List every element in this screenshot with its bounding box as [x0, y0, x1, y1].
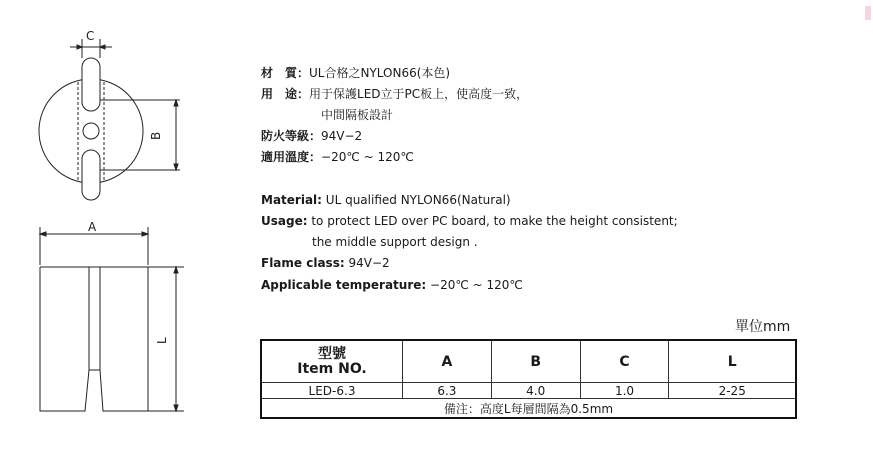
spec-en-usage: [261, 213, 678, 229]
header-a: A: [403, 340, 492, 383]
cell-b: 4.0: [491, 383, 580, 399]
spec-en-flame-value: 94V−2: [348, 256, 390, 270]
spec-en-temp-value: −20℃ ~ 120℃: [430, 278, 523, 292]
spec-zh-usage: [261, 86, 528, 102]
header-c: C: [580, 340, 669, 383]
spec-zh-usage-value: 用于保護LED立于PC板上，使高度一致，: [309, 87, 529, 101]
spec-en-usage-label: Usage:: [261, 214, 308, 228]
dim-b: [100, 100, 180, 170]
corner-mark: [865, 6, 871, 20]
spec-zh-usage-value-2: 中間隔板設計: [321, 108, 394, 122]
cell-c: 1.0: [580, 383, 669, 399]
spec-zh-temp: [261, 149, 414, 165]
cell-a: 6.3: [403, 383, 492, 399]
spec-en-temp: [261, 277, 523, 293]
header-item-zh: 型號: [318, 345, 346, 362]
dim-l-label: L: [155, 337, 169, 344]
spec-en-usage-cont: [312, 234, 478, 250]
table-note-row: [261, 399, 796, 419]
table-row: [261, 383, 796, 399]
spec-zh-temp-label: 適用溫度：: [261, 150, 322, 164]
spec-en-usage-value: to protect LED over PC board, to make the height consistent;: [311, 214, 678, 228]
spec-table: [260, 339, 797, 419]
spec-zh-flame-value: 94V−2: [321, 129, 363, 143]
cell-l: 2-25: [669, 383, 796, 399]
unit-label: 單位mm: [735, 319, 791, 335]
spec-zh-flame: [261, 128, 362, 144]
cell-item: LED-6.3: [261, 383, 403, 399]
spec-zh-temp-value: −20℃ ~ 120℃: [321, 150, 414, 164]
spec-en-usage-value-2: the middle support design .: [312, 235, 478, 249]
spec-zh-flame-label: 防火等級：: [261, 129, 322, 143]
spec-zh-usage-cont: [321, 107, 393, 123]
top-view: [39, 58, 143, 200]
table-header-row: [261, 340, 796, 383]
spec-en-material-label: Material:: [261, 193, 322, 207]
spec-zh-material-value: UL合格之NYLON66(本色): [309, 66, 451, 80]
table-note: 備注：高度L每層間隔為0.5mm: [261, 399, 796, 419]
header-item-en: Item NO.: [297, 360, 367, 377]
spec-en-flame: [261, 255, 390, 271]
dim-b-label: B: [149, 131, 163, 140]
spec-en-material-value: UL qualified NYLON66(Natural): [325, 193, 511, 207]
spec-zh-material: [261, 65, 450, 81]
header-item: [261, 340, 403, 383]
technical-drawing: [0, 0, 240, 465]
header-l: L: [669, 340, 796, 383]
spec-zh-usage-label: 用 途：: [261, 87, 310, 101]
spec-zh-material-label: 材 質：: [261, 66, 310, 80]
spec-en-temp-label: Applicable temperature:: [261, 278, 427, 292]
side-view: [40, 267, 148, 411]
spec-en-material: [261, 192, 511, 208]
dim-a-label: A: [88, 220, 97, 234]
header-b: B: [491, 340, 580, 383]
spec-en-flame-label: Flame class:: [261, 256, 345, 270]
dim-c-label: C: [86, 29, 95, 43]
